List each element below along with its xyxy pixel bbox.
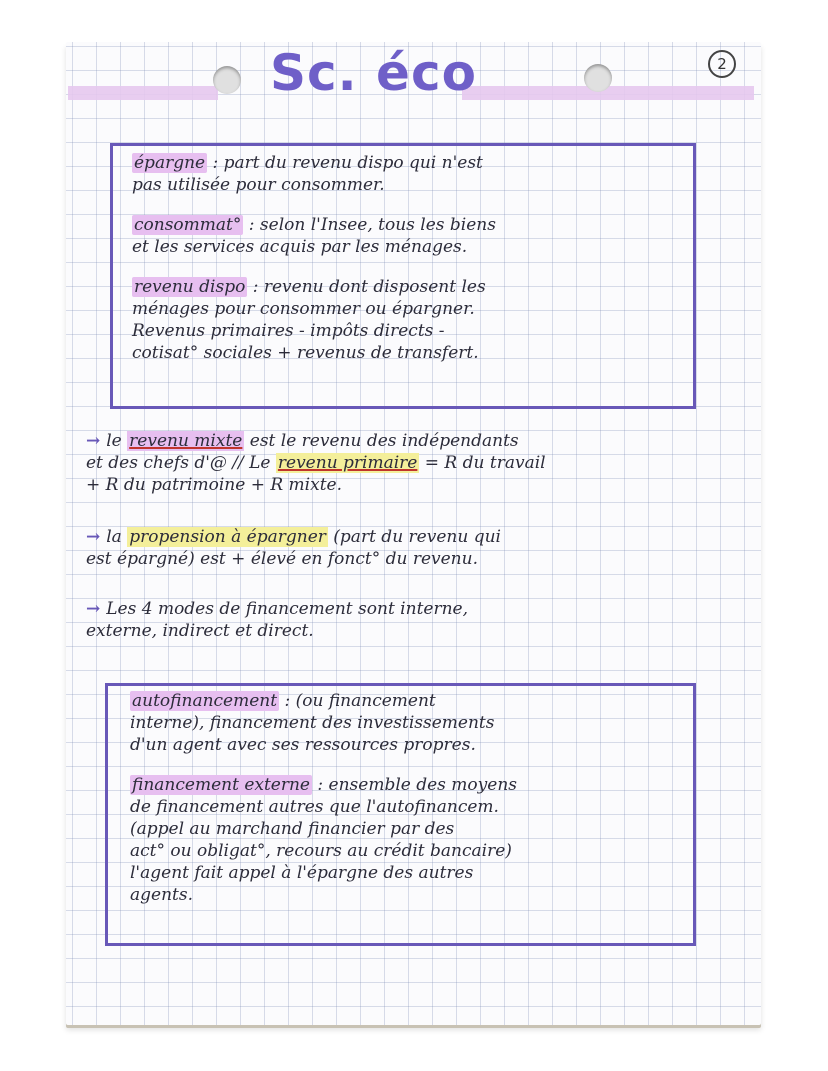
binder-hole-left (213, 66, 241, 94)
definition-line: l'agent fait appel à l'épargne des autres (130, 863, 474, 883)
term-epargne: épargne (134, 153, 206, 173)
definitions-box-1-content (132, 152, 680, 364)
definition-line: agents. (130, 885, 193, 905)
definition-line: : selon l'Insee, tous les biens (248, 215, 496, 235)
definition-financement-externe (130, 774, 685, 906)
note-text: est le revenu des indépendants (244, 431, 519, 451)
definition-line: Revenus primaires - impôts directs - (132, 321, 445, 341)
page-number: 2 (708, 50, 736, 78)
arrow-icon: → (86, 527, 101, 547)
note-text: le (106, 431, 128, 451)
definition-line: pas utilisée pour consommer. (132, 175, 385, 195)
note-revenu-mixte (86, 430, 758, 496)
note-text: la (106, 527, 128, 547)
definition-autofinancement (130, 690, 685, 756)
term-revenu-mixte: revenu mixte (129, 431, 243, 451)
term-autofinancement: autofinancement (132, 691, 278, 711)
page-title: Sc. éco (270, 44, 477, 102)
definition-line: cotisat° sociales + revenus de transfert. (132, 343, 479, 363)
definition-line: : part du revenu dispo qui n'est (212, 153, 483, 173)
term-revenu-primaire: revenu primaire (277, 453, 418, 473)
definition-line: : revenu dont disposent les (252, 277, 486, 297)
definition-line: d'un agent avec ses ressources propres. (130, 735, 476, 755)
note-text: (part du revenu qui (327, 527, 501, 547)
definitions-box-2-content (130, 690, 685, 906)
term-propension: propension à épargner (129, 527, 326, 547)
note-propension (86, 526, 758, 570)
arrow-icon: → (86, 599, 101, 619)
definition-line: de financement autres que l'autofinancem. (130, 797, 499, 817)
definition-line: (appel au marchand financier par des (130, 819, 455, 839)
note-text: et des chefs d'@ // Le (86, 453, 276, 473)
term-revenu-dispo: revenu dispo (134, 277, 246, 297)
term-consommation: consommat° (134, 215, 242, 235)
note-text: est épargné) est + élevé en fonct° du revenu. (86, 549, 478, 569)
definition-revenu-dispo (132, 276, 680, 364)
note-text: externe, indirect et direct. (86, 621, 314, 641)
binder-hole-right (584, 64, 612, 92)
definition-line: : ensemble des moyens (317, 775, 517, 795)
definition-consommation (132, 214, 680, 258)
definition-line: et les services acquis par les ménages. (132, 237, 468, 257)
title-highlight-right (462, 86, 754, 100)
title-highlight-left (68, 86, 218, 100)
note-text: + R du patrimoine + R mixte. (86, 475, 342, 495)
definition-line: act° ou obligat°, recours au crédit bancaire) (130, 841, 512, 861)
definition-line: : (ou financement (284, 691, 436, 711)
arrow-icon: → (86, 431, 101, 451)
term-financement-externe: financement externe (132, 775, 310, 795)
note-modes-financement (86, 598, 758, 642)
note-text: = R du travail (419, 453, 546, 473)
definition-line: ménages pour consommer ou épargner. (132, 299, 475, 319)
definition-epargne (132, 152, 680, 196)
note-text: Les 4 modes de financement sont interne, (106, 599, 468, 619)
definition-line: interne), financement des investissements (130, 713, 495, 733)
